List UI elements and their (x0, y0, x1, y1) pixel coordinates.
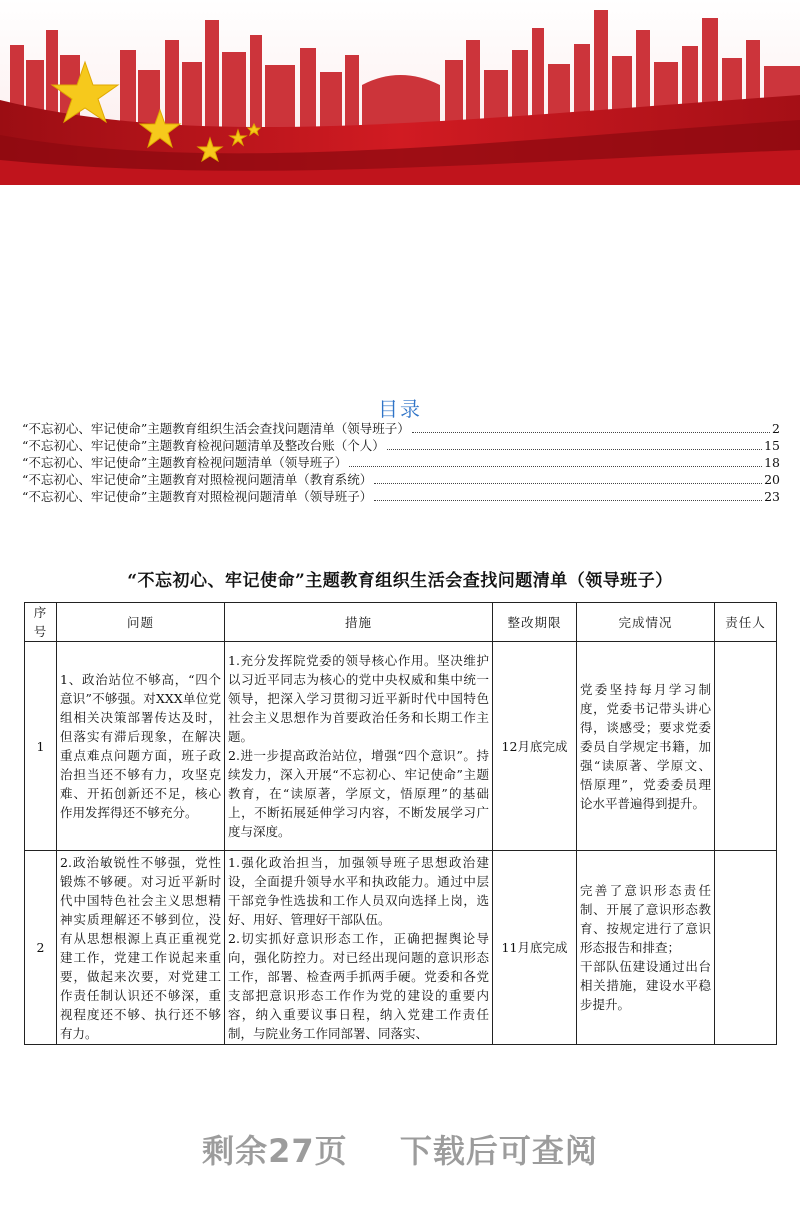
table-of-contents (22, 420, 780, 505)
issues-table (24, 602, 777, 1045)
cell-no: 1 (25, 642, 57, 851)
toc-entry[interactable] (22, 437, 780, 454)
header-status: 完成情况 (577, 603, 715, 642)
cell-deadline: 11月底完成 (493, 851, 577, 1045)
document-title: “不忘初心、牢记使命”主题教育组织生活会查找问题清单（领导班子） (127, 571, 673, 591)
toc-leader-dots (412, 421, 770, 433)
cell-status: 党委坚持每月学习制度，党委书记带头讲心得，谈感受；要求党委委员自学规定书籍，加强“读原著、学原文、悟原理”，党委委员理论水平普遍得到提升。 (577, 642, 715, 851)
download-prompt[interactable]: 下载后可查阅 (399, 1132, 598, 1170)
header-banner (0, 0, 800, 185)
toc-entry[interactable] (22, 420, 780, 437)
header-problem: 问题 (57, 603, 225, 642)
header-no: 序号 (25, 603, 57, 642)
toc-leader-dots (349, 455, 762, 467)
cell-problem-text: 2.政治敏锐性不够强，党性锻炼不够硬。对习近平新时代中国特色社会主义思想精神实质理解还不够到位，没有从思想根源上真正重视党建工作，党建工作说起来重要，做起来次要，对党建工作责任制认识还不够深，重视程度还不够、执行还不够有力。 (60, 855, 221, 1041)
toc-title: 目录 (378, 397, 422, 421)
toc-entry-page: 15 (764, 438, 780, 453)
download-footer[interactable] (0, 1126, 800, 1172)
toc-entry[interactable] (22, 471, 780, 488)
toc-entry-page: 18 (764, 455, 780, 470)
cell-measures: 1.充分发挥院党委的领导核心作用。坚决维护以习近平同志为核心的党中央权威和集中统一领导，把深入学习贯彻习近平新时代中国特色社会主义思想作为首要政治任务和长期工作主题。 2.进一步提高政治站位，增强“四个意识”。持续发力，深入开展“不忘初心、牢记使命”主题教育，在“读原著，学原文，悟原理”的基础上，不断拓展延伸学习内容，不断发展学习广度与深度。 (225, 642, 493, 851)
header-deadline: 整改期限 (493, 603, 577, 642)
toc-entry-text: “不忘初心、牢记使命”主题教育组织生活会查找问题清单（领导班子） (22, 421, 410, 436)
cell-status: 完善了意识形态责任制、开展了意识形态教育、按规定进行了意识形态报告和排查； 干部队伍建设通过出台相关措施，建设水平稳步提升。 (577, 851, 715, 1045)
toc-entry-text: “不忘初心、牢记使命”主题教育对照检视问题清单（领导班子） (22, 489, 373, 504)
toc-entry[interactable] (22, 454, 780, 471)
toc-entry-page: 2 (772, 421, 780, 436)
cell-deadline: 12月底完成 (493, 642, 577, 851)
cell-no: 2 (25, 851, 57, 1045)
cell-problem (57, 851, 225, 1045)
header-owner: 责任人 (715, 603, 777, 642)
toc-leader-dots (374, 489, 762, 501)
toc-entry-text: “不忘初心、牢记使命”主题教育检视问题清单（领导班子） (22, 455, 348, 470)
toc-leader-dots (374, 472, 762, 484)
cell-owner (715, 642, 777, 851)
cell-problem: 1、政治站位不够高，“四个意识”不够强。对XXX单位党组相关决策部署传达及时，但落实有滞后现象，在解决重点难点问题方面，班子政治担当还不够有力，攻坚克难、开拓创新还不足，核心作用发挥得还不够充分。 (57, 642, 225, 851)
toc-entry[interactable] (22, 488, 780, 505)
table-header-row (25, 603, 777, 642)
table-row (25, 642, 777, 851)
toc-entry-text: “不忘初心、牢记使命”主题教育对照检视问题清单（教育系统） (22, 472, 373, 487)
remaining-pages-label: 剩余27页 (202, 1132, 348, 1170)
table-row (25, 851, 777, 1045)
cell-measures-text: 1.强化政治担当，加强领导班子思想政治建设，全面提升领导水平和执政能力。通过中层干部竞争性选拔和工作人员双向选择上岗，选好、用好、管理好干部队伍。 2.切实抓好意识形态工作，正确把握舆论导向，强化防控力。对已经出现问题的意识形态工作，部署、检查两手抓两手硬。党委和各党支部把意识形态工作作为党的建设的重要内容，纳入重要议事日程，纳入党建工作责任制，与院业务工作同部署、同落实、 (228, 855, 489, 1041)
toc-entry-page: 23 (764, 489, 780, 504)
cell-measures (225, 851, 493, 1045)
toc-leader-dots (387, 438, 762, 450)
city-skyline-icon (0, 0, 800, 185)
toc-entry-text: “不忘初心、牢记使命”主题教育检视问题清单及整改台账（个人） (22, 438, 385, 453)
header-measures: 措施 (225, 603, 493, 642)
toc-entry-page: 20 (764, 472, 780, 487)
cell-owner (715, 851, 777, 1045)
